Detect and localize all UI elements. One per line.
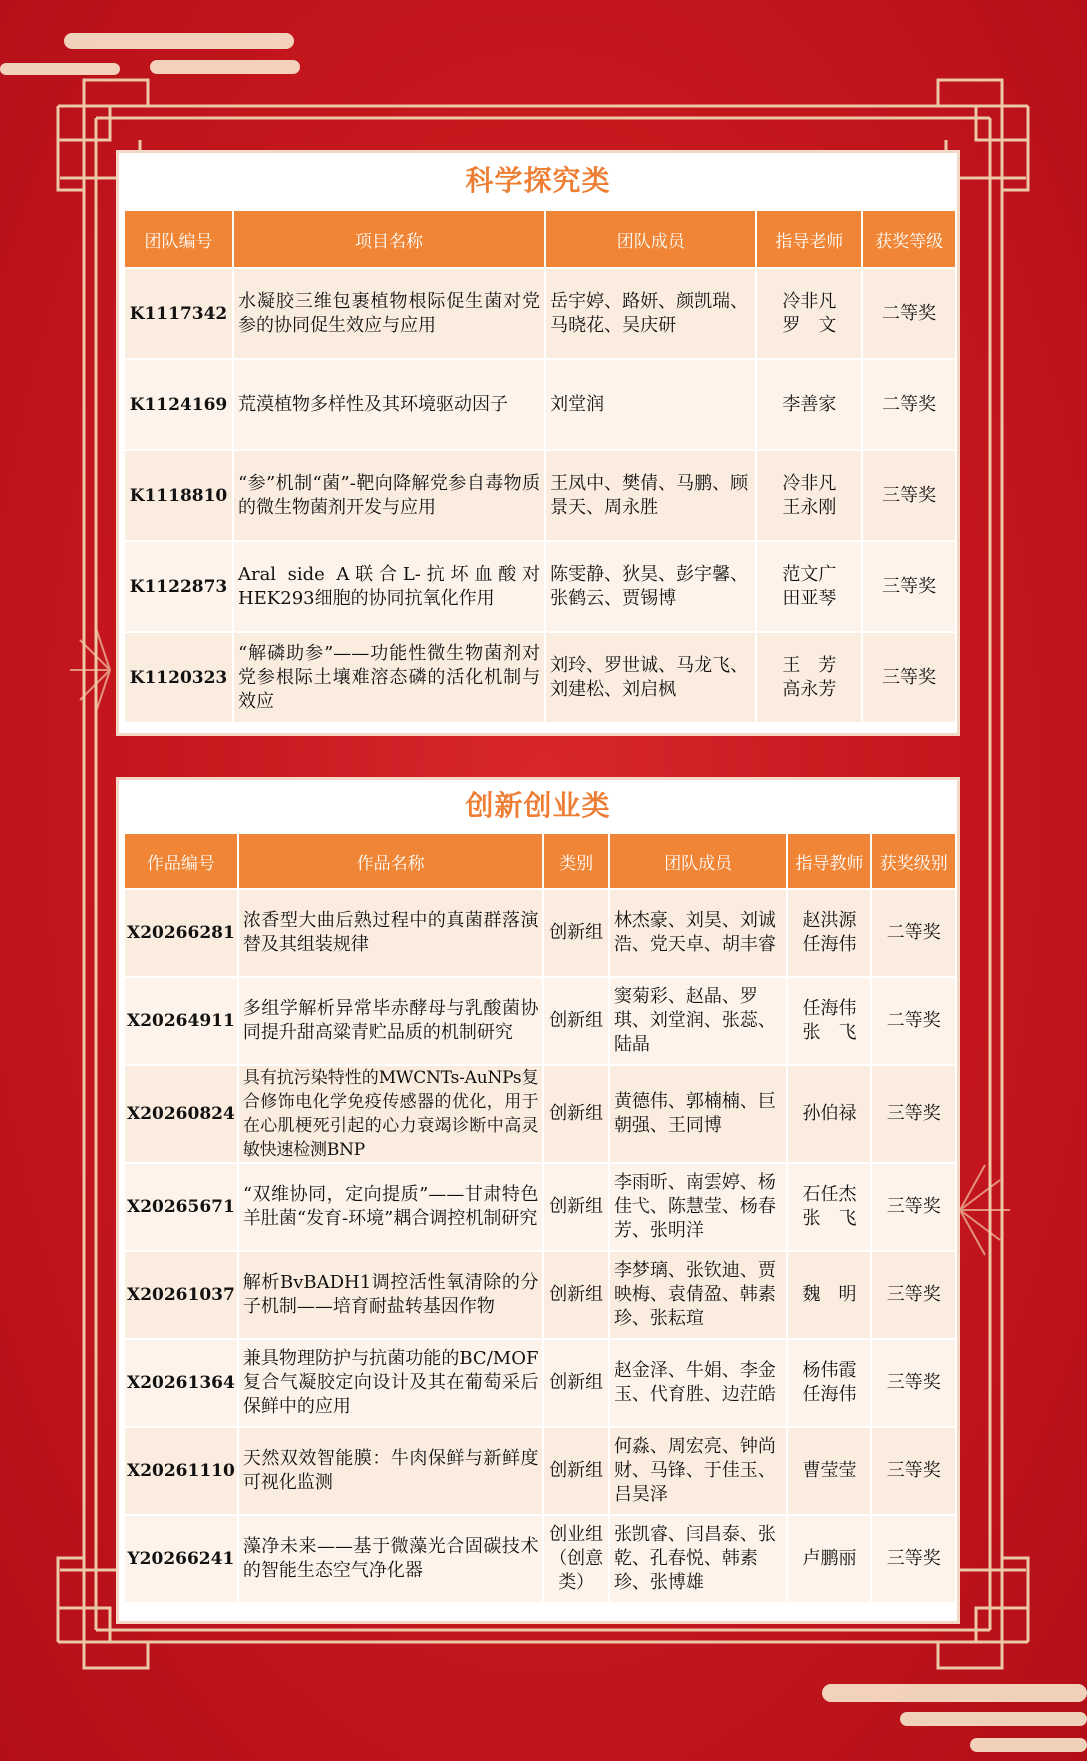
advisor-name: 任海伟 [802,998,857,1019]
project-name: “解磷助参”——功能性微生物菌剂对党参根际土壤难溶态磷的活化机制与效应 [233,632,545,723]
project-name: “参”机制“菌”-靶向降解党参自毒物质的微生物菌剂开发与应用 [233,450,545,541]
category: 创新组 [543,1065,608,1163]
advisors [787,1251,871,1339]
work-name: 具有抗污染特性的MWCNTs-AuNPs复合修饰电化学免疫传感器的优化，用于在心肌梗死引起的心力衰竭诊断中高灵敏快速检测BNP [238,1065,544,1163]
team-members: 刘玲、罗世诚、马龙飞、刘建松、刘启枫 [545,632,756,723]
advisors [756,268,862,359]
team-id: K1118810 [124,450,233,541]
table-row [124,1515,956,1603]
work-id: X20261110 [124,1427,238,1515]
work-id: X20266281 [124,889,238,977]
innovation-header-row [124,833,956,889]
advisors [787,977,871,1065]
award-level: 三等奖 [862,450,956,541]
advisor-name: 曹莹莹 [802,1460,857,1481]
work-id: X20261364 [124,1339,238,1427]
advisor-name: 王 芳 [782,654,837,676]
table-row [124,450,956,541]
team-members: 赵金泽、牛娟、李金玉、代育胜、边茳皓 [609,1339,788,1427]
header-members: 团队成员 [609,833,788,889]
table-row [124,1339,956,1427]
team-members: 林杰豪、刘昊、刘诚浩、党天卓、胡丰睿 [609,889,788,977]
advisors [787,889,871,977]
table-row [124,359,956,450]
category: 创业组（创意类） [543,1515,608,1603]
work-name: 天然双效智能膜：牛肉保鲜与新鲜度可视化监测 [238,1427,544,1515]
award-level: 三等奖 [871,1065,956,1163]
category: 创新组 [543,1427,608,1515]
work-id: X20261037 [124,1251,238,1339]
header-advisor: 指导教师 [787,833,871,889]
team-members: 李梦璃、张钦迪、贾映梅、袁倩盈、韩素珍、张耘瑄 [609,1251,788,1339]
team-members: 李雨昕、南雲婷、杨佳弋、陈慧莹、杨春芳、张明洋 [609,1163,788,1251]
award-level: 三等奖 [862,541,956,632]
advisor-name: 卢鹏丽 [802,1548,857,1569]
advisors [787,1427,871,1515]
advisor-name: 田亚琴 [782,587,837,609]
team-id: K1124169 [124,359,233,450]
science-table [123,209,957,724]
work-name: 兼具物理防护与抗菌功能的BC/MOF复合气凝胶定向设计及其在葡萄采后保鲜中的应用 [238,1339,544,1427]
team-members: 黄德伟、郭楠楠、巨朝强、王同博 [609,1065,788,1163]
advisors [787,1339,871,1427]
team-id: K1122873 [124,541,233,632]
work-id: X20264911 [124,977,238,1065]
advisors [756,359,862,450]
advisor-name: 任海伟 [802,934,857,955]
work-name: “双维协同，定向提质”——甘肃特色羊肚菌“发育-环境”耦合调控机制研究 [238,1163,544,1251]
team-id: K1117342 [124,268,233,359]
table-row [124,1065,956,1163]
team-id: K1120323 [124,632,233,723]
advisor-name: 赵洪源 [802,910,857,931]
header-work-id: 作品编号 [124,833,238,889]
project-name: 水凝胶三维包裹植物根际促生菌对党参的协同促生效应与应用 [233,268,545,359]
table-row [124,977,956,1065]
work-name: 浓香型大曲后熟过程中的真菌群落演替及其组装规律 [238,889,544,977]
table-row [124,1163,956,1251]
header-award: 获奖级别 [871,833,956,889]
work-id: X20260824 [124,1065,238,1163]
project-name: 荒漠植物多样性及其环境驱动因子 [233,359,545,450]
team-members: 窦菊彩、赵晶、罗琪、刘堂润、张蕊、陆晶 [609,977,788,1065]
innovation-panel [116,777,960,1624]
category: 创新组 [543,1251,608,1339]
advisor-name: 任海伟 [802,1384,857,1405]
advisors [756,450,862,541]
advisor-name: 张 飞 [802,1208,857,1229]
advisors [756,632,862,723]
advisor-name: 魏 明 [802,1284,857,1305]
advisor-name: 王永刚 [782,496,837,518]
work-name: 藻净未来——基于微藻光合固碳技术的智能生态空气净化器 [238,1515,544,1603]
advisor-name: 李善家 [782,393,837,415]
science-header-row [124,210,956,268]
award-level: 三等奖 [871,1163,956,1251]
innovation-title: 创新创业类 [465,789,611,822]
advisor-name: 石任杰 [802,1184,857,1205]
work-id: X20265671 [124,1163,238,1251]
award-level: 三等奖 [871,1515,956,1603]
advisor-name: 孙伯禄 [802,1103,857,1124]
work-id: Y20266241 [124,1515,238,1603]
table-row [124,1427,956,1515]
team-members: 王凤中、樊倩、马鹏、顾景天、周永胜 [545,450,756,541]
advisor-name: 杨伟霞 [802,1360,857,1381]
award-level: 三等奖 [862,632,956,723]
table-row [124,541,956,632]
team-members: 岳宇婷、路妍、颜凯瑞、马晓花、吴庆研 [545,268,756,359]
category: 创新组 [543,1163,608,1251]
team-members: 何淼、周宏亮、钟尚财、马锋、于佳玉、吕昊泽 [609,1427,788,1515]
advisor-name: 高永芳 [782,678,837,700]
header-advisor: 指导老师 [756,210,862,268]
category: 创新组 [543,1339,608,1427]
award-level: 二等奖 [862,268,956,359]
award-level: 三等奖 [871,1251,956,1339]
advisor-name: 冷非凡 [782,290,837,312]
work-name: 多组学解析异常毕赤酵母与乳酸菌协同提升甜高粱青贮品质的机制研究 [238,977,544,1065]
award-level: 二等奖 [871,889,956,977]
work-name: 解析BvBADH1调控活性氧清除的分子机制——培育耐盐转基因作物 [238,1251,544,1339]
advisors [787,1065,871,1163]
table-row [124,632,956,723]
project-name: Aral side A联合L-抗坏血酸对HEK293细胞的协同抗氧化作用 [233,541,545,632]
header-team-id: 团队编号 [124,210,233,268]
header-work-name: 作品名称 [238,833,544,889]
award-level: 二等奖 [871,977,956,1065]
advisor-name: 冷非凡 [782,472,837,494]
table-row [124,1251,956,1339]
header-award: 获奖等级 [862,210,956,268]
table-row [124,268,956,359]
science-panel [116,150,960,736]
award-level: 三等奖 [871,1339,956,1427]
table-row [124,889,956,977]
advisor-name: 罗 文 [782,314,837,336]
award-level: 三等奖 [871,1427,956,1515]
advisor-name: 张 飞 [802,1022,857,1043]
team-members: 陈雯静、狄昊、彭宇馨、张鹤云、贾锡博 [545,541,756,632]
category: 创新组 [543,977,608,1065]
advisors [756,541,862,632]
award-level: 二等奖 [862,359,956,450]
innovation-table [123,832,957,1604]
team-members: 刘堂润 [545,359,756,450]
team-members: 张凯睿、闫昌泰、张乾、孔春悦、韩素珍、张博雄 [609,1515,788,1603]
header-members: 团队成员 [545,210,756,268]
science-title: 科学探究类 [465,164,611,197]
advisors [787,1515,871,1603]
header-project-name: 项目名称 [233,210,545,268]
advisors [787,1163,871,1251]
category: 创新组 [543,889,608,977]
header-category: 类别 [543,833,608,889]
advisor-name: 范文广 [782,563,837,585]
